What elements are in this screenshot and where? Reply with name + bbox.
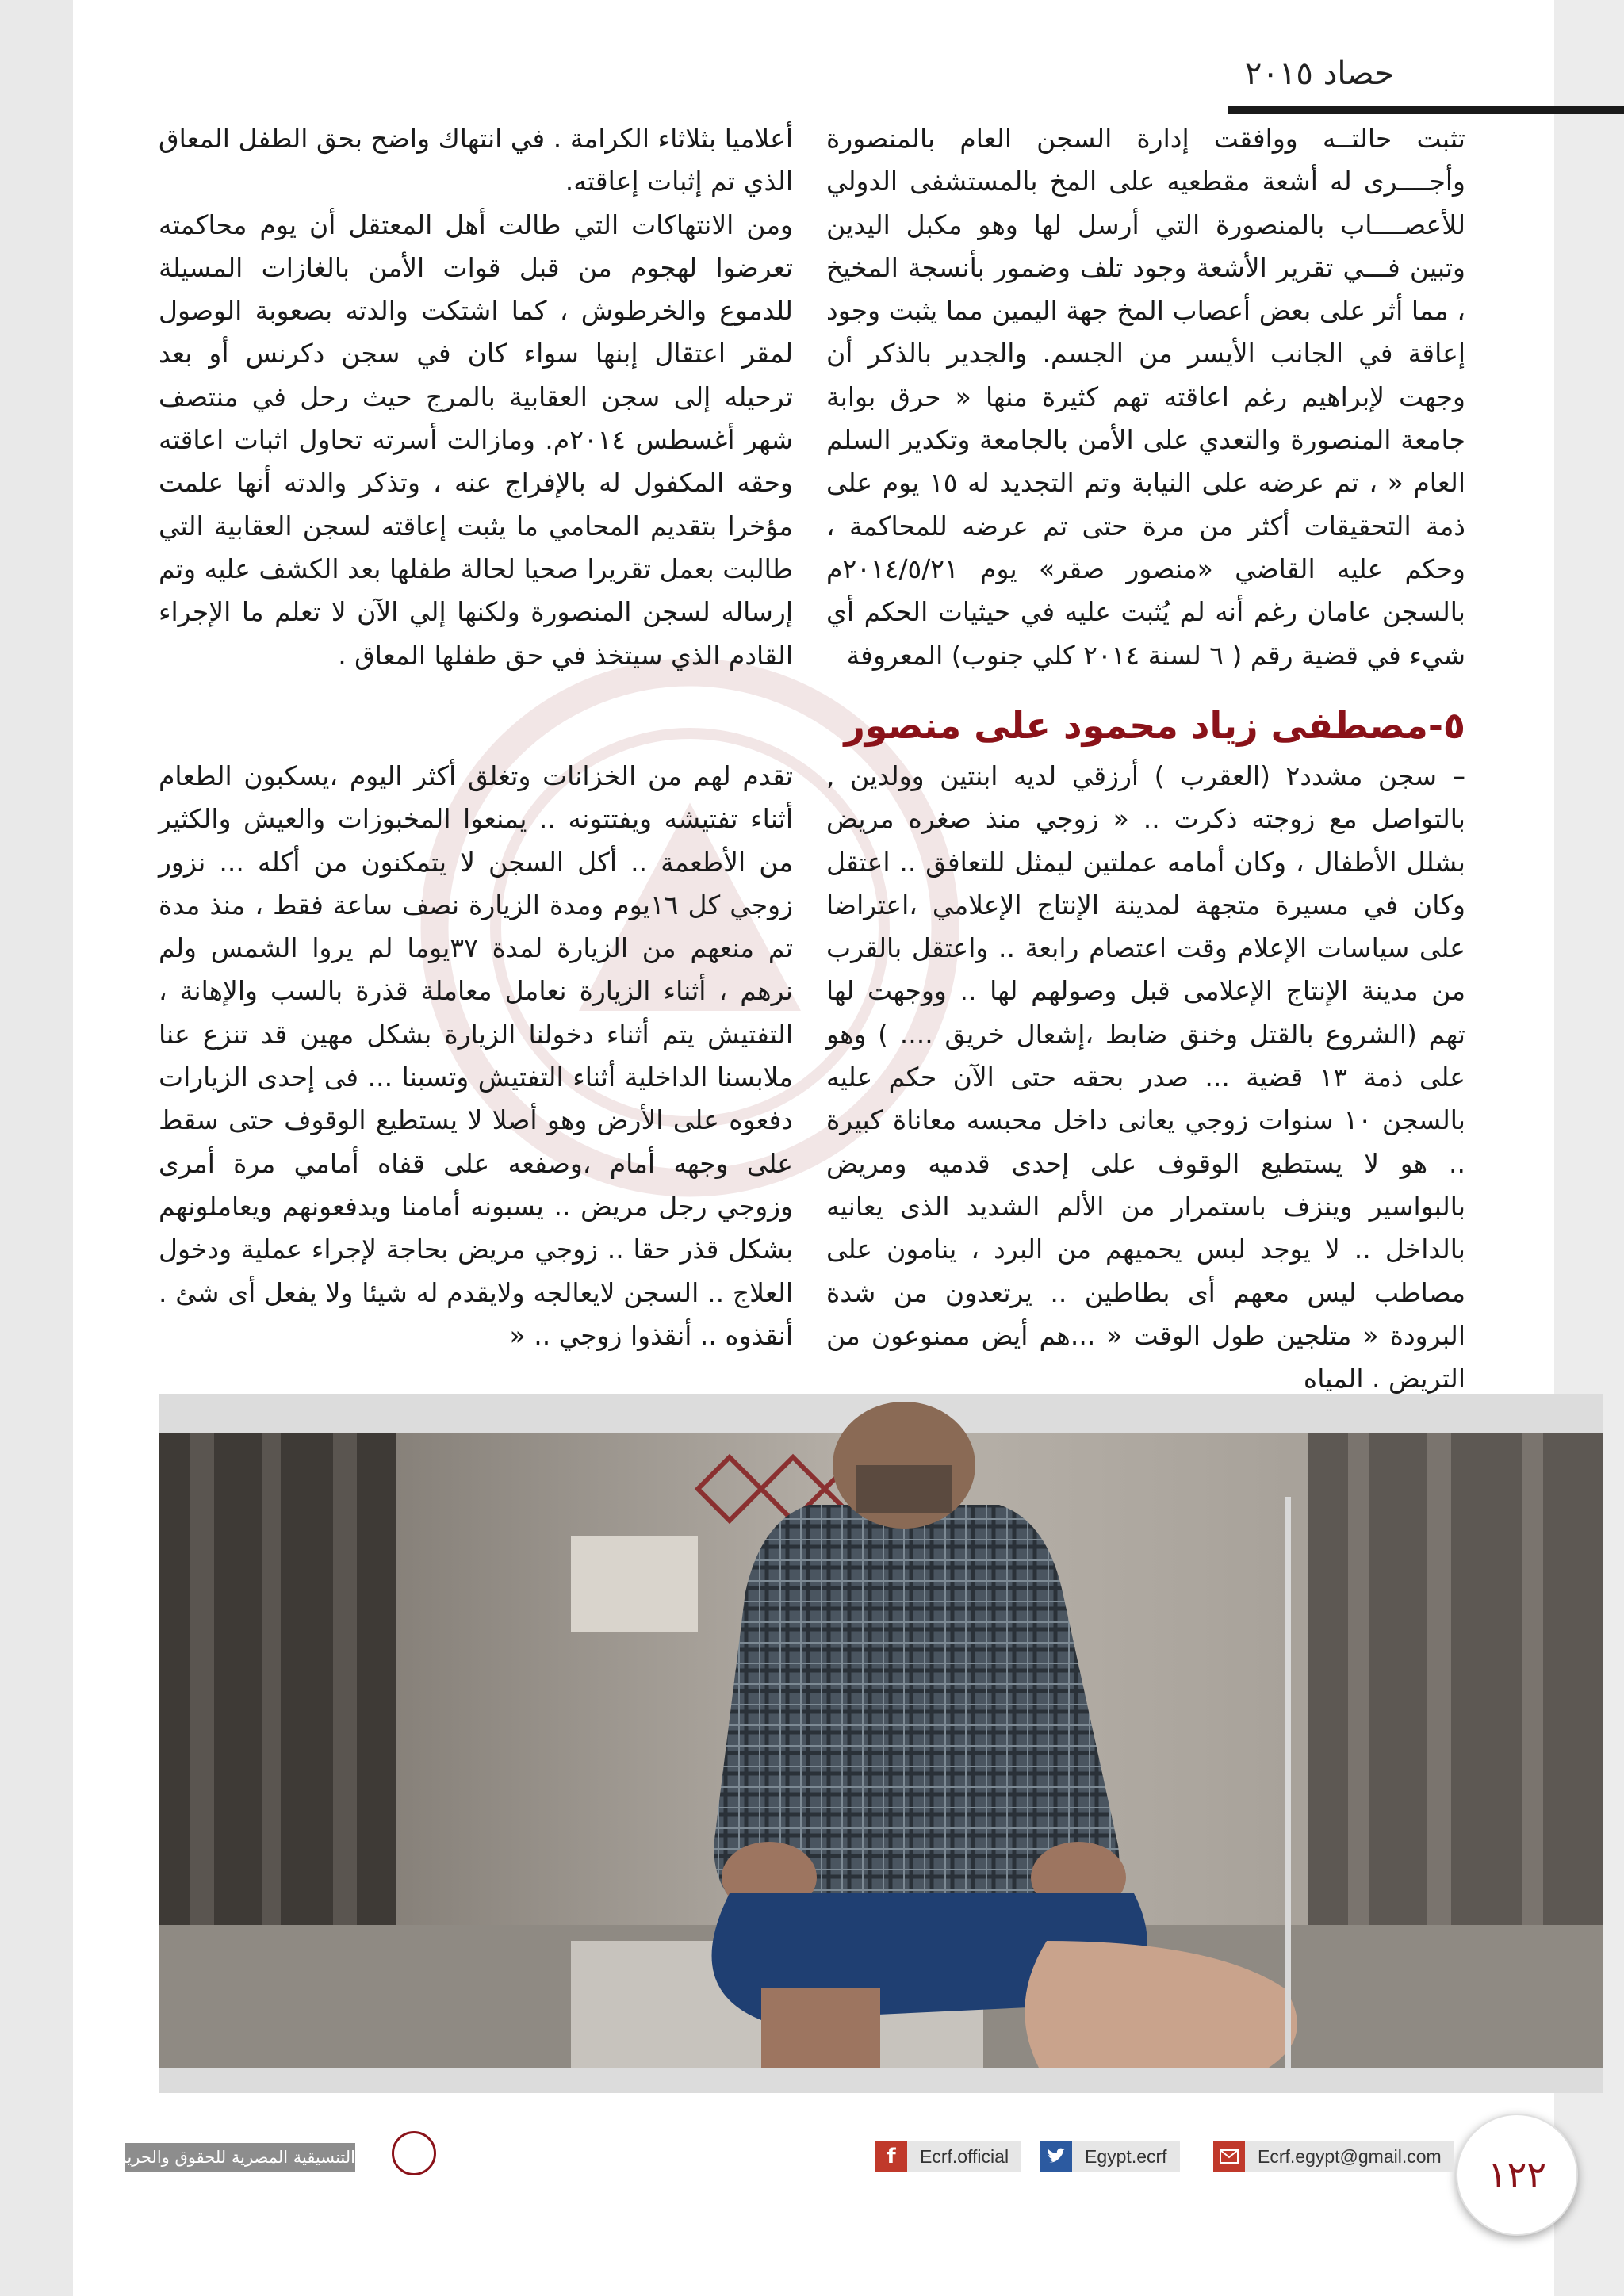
email-icon — [1213, 2141, 1245, 2172]
photo-frame — [159, 1394, 1603, 2093]
page-footer — [0, 2093, 1624, 2296]
facebook-icon: f — [875, 2141, 907, 2172]
article-column-top-right — [826, 117, 1465, 695]
article-photo — [159, 1433, 1603, 2068]
article-column-bottom-left — [159, 755, 793, 1375]
page-header — [1228, 0, 1624, 119]
organization-logo-icon — [392, 2131, 436, 2175]
page-margin-left — [0, 0, 73, 2296]
twitter-contact[interactable] — [1040, 2141, 1180, 2172]
email-address[interactable]: Ecrf.egypt@gmail.com — [1245, 2141, 1454, 2172]
article-column-bottom-right — [826, 755, 1465, 1395]
twitter-icon — [1040, 2141, 1072, 2172]
facebook-handle[interactable]: Ecrf.official — [907, 2141, 1021, 2172]
article-column-top-left — [159, 117, 793, 695]
section-heading: ٥-مصطفى زياد محمود على منصور — [844, 704, 1465, 747]
paragraph: – سجن مشدد٢ (العقرب ) أرزقي لديه ابنتين وولدين , بالتواصل مع زوجته ذكرت .. « زوجي منذ صغره مريض بشلل الأطفال ، وكان أمامه عملتين ليمثل للتعافق .. اعتقل وكان في مسيرة متجهة لمدينة الإنتاج الإعلامي ،اعتراضا على سياسات الإعلام وقت اعتصام رابعة .. واعتقل بالقرب من مدينة الإنتاج الإعلامى قبل وصولهم لها .. ووجهت لها تهم (الشروع بالقتل وخنق ضابط ،إشعال خريق .... ) وهو على ذمة ١٣ قضية ... صدر بحقه حتى الآن حكم عليه بالسجن ١٠ سنوات زوجي يعانى داخل محبسه معاناة كبيرة .. هو لا يستطيع الوقوف على إحدى قدميه ومريض بالبواسير وينزف باستمرار من الألم الشديد الذى يعانيه بالداخل .. لا يوجد لبس يحميهم من البرد ، ينامون على مصاطب ليس معهم أى بطاطين .. يرتعدون من شدة البرودة « متلجين طول الوقت « ...هم أيض ممنوعون من التريض . المياه — [826, 760, 1465, 1395]
paragraph: أعلاميا بثلاثاء الكرامة . في انتهاك واضح بحق الطفل المعاق الذي تم إثبات إعاقته. — [159, 123, 793, 197]
facebook-contact[interactable] — [875, 2141, 1021, 2172]
twitter-handle[interactable]: Egypt.ecrf — [1072, 2141, 1180, 2172]
page-number: ١٢٢ — [1456, 2114, 1578, 2236]
email-contact[interactable] — [1213, 2141, 1454, 2172]
running-title: حصاد ٢٠١٥ — [1244, 55, 1394, 92]
organization-name: التنسيقية المصرية للحقوق والحريات — [125, 2143, 355, 2172]
paragraph: تثبت حالتــه ووافقت إدارة السجن العام بالمنصورة وأجــــرى له أشعة مقطعيه على المخ بالمستشفى الدولي للأعصــــاب بالمنصورة التي أرسل لها وهو مكبل اليدين وتبين فـــي تقرير الأشعة وجود تلف وضمور بأنسجة المخيخ ، مما أثر على بعض أعصاب المخ جهة اليمين مما يثبت وجود إعاقة في الجانب الأيسر من الجسم. والجدير بالذكر أن وجهت لإبراهيم رغم اعاقته تهم كثيرة منها « حرق بوابة جامعة المنصورة والتعدي على الأمن بالجامعة وتكدير السلم العام « ، تم عرضه على النيابة وتم التجديد له ١٥ يوم على ذمة التحقيقات أكثر من مرة حتى تم عرضه للمحاكمة ، وحكم عليه القاضي «منصور صقر» يوم ٢٠١٤/٥/٢١م بالسجن عامان رغم أنه لم يُثبت عليه في حيثيات الحكم أي شيء في قضية رقم ( ٦ لسنة ٢٠١٤ كلي جنوب) المعروفة — [826, 123, 1465, 671]
header-rule — [1228, 106, 1624, 114]
paragraph: تقدم لهم من الخزانات وتغلق أكثر اليوم ،يسكبون الطعام أثناء تفتيشه ويفتتونه .. يمنعوا المخبوزات والعيش والكثير من الأطعمة .. أكل السجن لا يتمكنون من أكله ... نزور زوجي كل ١٦يوم ومدة الزيارة نصف ساعة فقط ، منذ مدة تم منعهم من الزيارة لمدة ٣٧يوما لم يروا الشمس ولم نرهم ، أثناء الزيارة نعامل معاملة قذرة بالسب والإهانة ، التفتيش يتم أثناء دخولنا الزيارة بشكل مهين قد تنزع عنا ملابسنا الداخلية أثناء التفتيش وتسبنا ... فى إحدى الزيارات دفعوه على الأرض وهو أصلا لا يستطيع الوقوف حتى سقط على وجهه أمام ،وصفعه على قفاه أمامي مرة أمرى وزوجي رجل مريض .. يسبونه أمامنا ويدفعونهم ويعاملونهم بشكل قذر حقا .. زوجي مريض بحاجة لإجراء عملية ودخول العلاج .. السجن لايعالجه ولايقدم له شيئا ولا يفعل أى شئ . أنقذوه .. أنقذوا زوجي .. « — [159, 760, 794, 1351]
paragraph: ومن الانتهاكات التي طالت أهل المعتقل أن يوم محاكمته تعرضوا لهجوم من قبل قوات الأمن بالغازات المسيلة للدموع والخرطوش ، كما اشتكت والدته بصعوبة الوصول لمقر اعتقال إبنها سواء كان في سجن دكرنس أو بعد ترحيله إلى سجن العقابية بالمرج حيث رحل في منتصف شهر أغسطس ٢٠١٤م. ومازالت أسرته تحاول اثبات اعاقته وحقه المكفول له بالإفراج عنه ، وتذكر والدته أنها علمت مؤخرا بتقديم المحامي ما يثبت إعاقته لسجن العقابية التي طالبت بعمل تقريرا صحيا لحالة طفلها بعد الكشف عليه وتم إرساله لسجن المنصورة ولكنها إلي الآن لا تعلم ما الإجراء القادم الذي سيتخذ في حق طفلها المعاق . — [159, 209, 793, 671]
